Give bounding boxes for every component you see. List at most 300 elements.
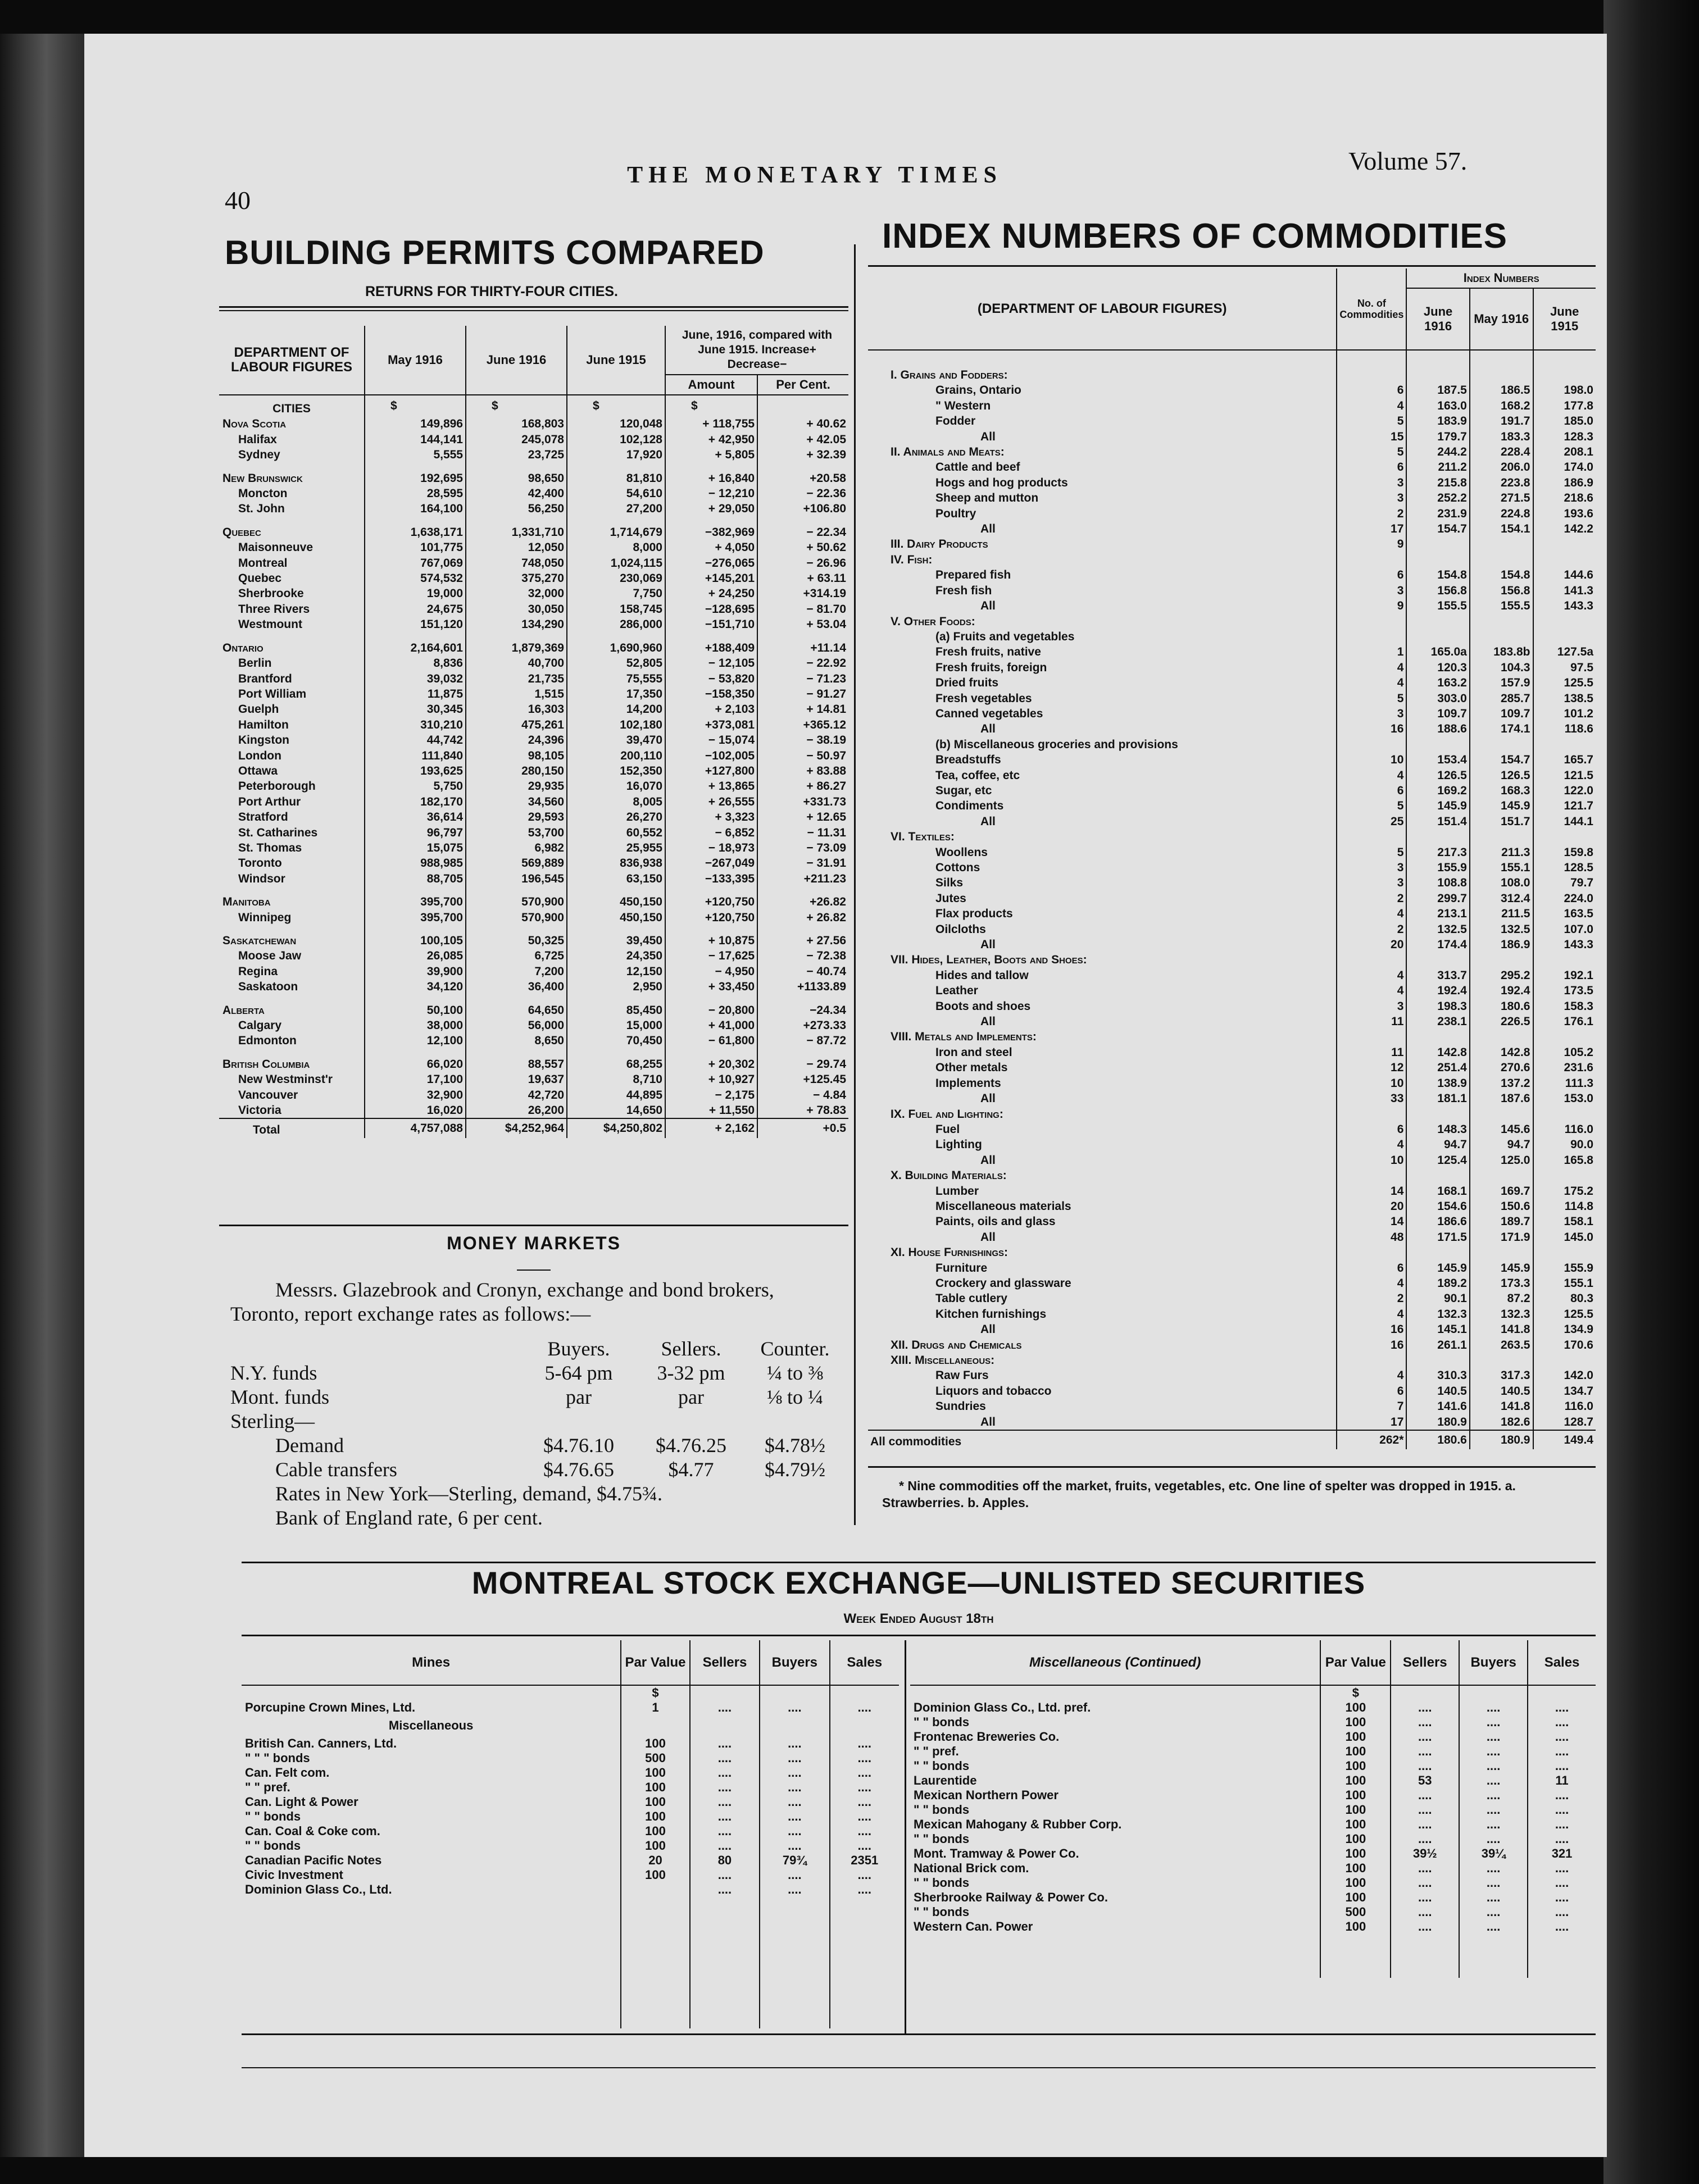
table-row xyxy=(868,1291,1596,1306)
cell-count xyxy=(1337,367,1406,383)
cell-june15: 116.0 xyxy=(1533,1122,1596,1137)
cell-june16: 30,050 xyxy=(466,602,567,617)
cell-count: 11 xyxy=(1337,1014,1406,1029)
cell-june16: 188.6 xyxy=(1406,721,1469,736)
all-commodities-june16: 180.6 xyxy=(1406,1430,1469,1449)
cell-sales: .... xyxy=(830,1736,899,1751)
cell-amount: + 10,875 xyxy=(665,933,757,948)
cell-sellers: .... xyxy=(1391,1700,1459,1715)
cell-june16: 153.4 xyxy=(1406,752,1469,767)
table-row xyxy=(219,656,848,671)
filler-row xyxy=(242,1955,899,1970)
cell-june15: 1,024,115 xyxy=(567,556,665,571)
cell-may16 xyxy=(1470,1168,1533,1183)
rate-sellers: 3-32 pm xyxy=(657,1362,725,1384)
col-sellers: Sellers. xyxy=(661,1337,721,1360)
table-row xyxy=(868,1122,1596,1137)
filler-cell xyxy=(760,1999,829,2014)
cell-may: 574,532 xyxy=(365,571,466,586)
col-par: Par Value xyxy=(621,1640,689,1685)
rule xyxy=(868,265,1596,267)
cell-sales: .... xyxy=(830,1839,899,1853)
commodity-label: Fresh fish xyxy=(935,584,992,597)
spacer-cell xyxy=(466,463,567,471)
commodity-label: All xyxy=(980,1415,996,1428)
cell-june16: 244.2 xyxy=(1406,444,1469,459)
cell-sales: .... xyxy=(1528,1803,1596,1817)
cell-may16: 317.3 xyxy=(1470,1368,1533,1383)
filler-cell xyxy=(621,1985,689,1999)
cell-percent: +365.12 xyxy=(757,717,848,732)
commodity-label: Kitchen furnishings xyxy=(935,1307,1047,1321)
city-name: Port William xyxy=(238,687,307,700)
cell-par: 100 xyxy=(621,1766,689,1780)
spacer-cell xyxy=(665,886,757,894)
cell-buyers: .... xyxy=(1459,1744,1528,1759)
spacer-cell xyxy=(466,517,567,525)
money-markets-title: MONEY MARKETS xyxy=(447,1233,621,1253)
cell-june15 xyxy=(1533,552,1596,567)
city-name: Nova Scotia xyxy=(222,417,287,431)
cell-par: 100 xyxy=(621,1868,689,1882)
cell-may16: 141.8 xyxy=(1470,1322,1533,1337)
cell-june16: 145.9 xyxy=(1406,798,1469,813)
cell-june15: 75,555 xyxy=(567,671,665,686)
cell-june15: 70,450 xyxy=(567,1033,665,1048)
cell-amount: −267,049 xyxy=(665,856,757,871)
cell-may16: 168.2 xyxy=(1470,398,1533,413)
cell-june15: 116.0 xyxy=(1533,1399,1596,1414)
cell-may16 xyxy=(1470,1029,1533,1044)
cell-amount: + 4,050 xyxy=(665,540,757,555)
table-row xyxy=(868,1261,1596,1276)
cell-june15: 836,938 xyxy=(567,856,665,871)
cell-buyers: .... xyxy=(760,1839,829,1853)
spacer-cell xyxy=(365,463,466,471)
city-name: Ottawa xyxy=(238,764,278,777)
commodity-label: X. Building Materials: xyxy=(891,1169,1007,1182)
table-row xyxy=(242,1751,899,1766)
table-row xyxy=(219,794,848,809)
filler-cell xyxy=(690,1999,760,2014)
cell-may16 xyxy=(1470,829,1533,844)
table-row xyxy=(219,471,848,486)
cell-june16 xyxy=(1406,737,1469,752)
city-name: Three Rivers xyxy=(238,602,310,616)
col-june16: June 1916 xyxy=(466,326,567,395)
cell-june16: 174.4 xyxy=(1406,937,1469,952)
cell-june16: 19,637 xyxy=(466,1072,567,1087)
cell-may16: 155.1 xyxy=(1470,860,1533,875)
cell-may: 88,705 xyxy=(365,871,466,886)
cell-par: 100 xyxy=(1320,1730,1391,1744)
cell-june15: 145.0 xyxy=(1533,1230,1596,1245)
cell-count xyxy=(1337,1107,1406,1122)
commodity-label: Cottons xyxy=(935,861,980,874)
table-row xyxy=(868,383,1596,398)
spacer-cell xyxy=(757,995,848,1003)
city-name: Montreal xyxy=(238,556,288,570)
cell-june16: 217.3 xyxy=(1406,845,1469,860)
cell-percent: +211.23 xyxy=(757,871,848,886)
filler-cell xyxy=(690,1897,760,1912)
volume-label: Volume 57. xyxy=(1348,147,1468,175)
cell-sellers: 39½ xyxy=(1391,1846,1459,1861)
commodity-label: Implements xyxy=(935,1076,1001,1090)
cell-sales: .... xyxy=(1528,1832,1596,1846)
cell-count: 3 xyxy=(1337,860,1406,875)
table-row xyxy=(910,1832,1596,1846)
cell-percent: + 50.62 xyxy=(757,540,848,555)
cell-june15: 230,069 xyxy=(567,571,665,586)
city-name: Vancouver xyxy=(238,1088,298,1102)
table-row xyxy=(219,933,848,948)
cell-may16 xyxy=(1470,1107,1533,1122)
group-row xyxy=(868,444,1596,459)
table-row xyxy=(219,416,848,431)
cell-may: 144,141 xyxy=(365,432,466,447)
security-name: " " bonds xyxy=(245,1839,301,1853)
cell-sellers: .... xyxy=(1391,1832,1459,1846)
filler-cell xyxy=(621,1912,689,1926)
col-sellers: Sellers xyxy=(690,1640,760,1685)
cell-june16: 32,000 xyxy=(466,586,567,601)
table-row xyxy=(219,486,848,501)
cell-count: 3 xyxy=(1337,875,1406,890)
cell-june16: 138.9 xyxy=(1406,1076,1469,1091)
col-sales: Sales xyxy=(830,1640,899,1685)
cell-count: 5 xyxy=(1337,845,1406,860)
cell-june16: 1,331,710 xyxy=(466,525,567,540)
cell-sales: .... xyxy=(830,1780,899,1795)
cell-june15 xyxy=(1533,1245,1596,1260)
cell-sales: 11 xyxy=(1528,1773,1596,1788)
commodity-label: I. Grains and Fodders: xyxy=(891,368,1008,381)
cell-percent: + 12.65 xyxy=(757,809,848,825)
total-percent: +0.5 xyxy=(757,1118,848,1138)
filler-cell xyxy=(242,1926,621,1941)
cell-may16: 211.3 xyxy=(1470,845,1533,860)
filler-row xyxy=(910,1963,1596,1978)
cell-count: 48 xyxy=(1337,1230,1406,1245)
commodity-label: Lumber xyxy=(935,1184,979,1198)
cell-may16: 157.9 xyxy=(1470,675,1533,690)
cell-may16: 180.6 xyxy=(1470,999,1533,1014)
cell-buyers: .... xyxy=(1459,1715,1528,1730)
cell-percent: − 22.36 xyxy=(757,486,848,501)
commodity-label: II. Animals and Meats: xyxy=(891,445,1005,459)
cell-may16: 109.7 xyxy=(1470,706,1533,721)
cell-count xyxy=(1337,629,1406,644)
cell-june15 xyxy=(1533,737,1596,752)
cell-buyers: .... xyxy=(1459,1861,1528,1876)
table-row xyxy=(219,1103,848,1118)
stock-exchange-subtitle: Week Ended August 18th xyxy=(843,1611,994,1626)
cell-june16: 145.1 xyxy=(1406,1322,1469,1337)
cell-sellers: .... xyxy=(690,1868,760,1882)
cell-count: 5 xyxy=(1337,413,1406,429)
city-name: Manitoba xyxy=(222,895,271,909)
cell-count xyxy=(1337,552,1406,567)
filler-row xyxy=(242,1897,899,1912)
table-row xyxy=(242,1839,899,1853)
cell-count: 10 xyxy=(1337,1076,1406,1091)
table-row xyxy=(219,779,848,794)
table-row xyxy=(868,1153,1596,1168)
cell-percent: +314.19 xyxy=(757,586,848,601)
filler-cell xyxy=(242,1897,621,1912)
cell-amount: + 10,927 xyxy=(665,1072,757,1087)
table-row xyxy=(219,825,848,840)
commodity-label: Raw Furs xyxy=(935,1369,989,1382)
cell-june15: 134.7 xyxy=(1533,1384,1596,1399)
col-buyers: Buyers xyxy=(760,1640,829,1685)
table-row xyxy=(219,556,848,571)
table-row xyxy=(868,845,1596,860)
cell-june15 xyxy=(1533,614,1596,629)
cell-june15: 12,150 xyxy=(567,964,665,979)
col-counter: Counter. xyxy=(760,1337,830,1360)
filler-cell xyxy=(621,1926,689,1941)
cell-buyers: .... xyxy=(1459,1730,1528,1744)
table-row xyxy=(219,1057,848,1072)
cell-june15: 80.3 xyxy=(1533,1291,1596,1306)
cell-amount: + 11,550 xyxy=(665,1103,757,1118)
spacer-cell xyxy=(665,633,757,640)
table-row xyxy=(910,1876,1596,1890)
cell-count: 4 xyxy=(1337,906,1406,921)
cell-may: 16,020 xyxy=(365,1103,466,1118)
cell-may: 767,069 xyxy=(365,556,466,571)
cell-may16: 132.3 xyxy=(1470,1307,1533,1322)
filler-cell xyxy=(760,1941,829,1955)
spacer-cell xyxy=(219,463,365,471)
rate-label: Mont. funds xyxy=(230,1386,330,1408)
spacer-cell xyxy=(757,633,848,640)
cell-may: 38,000 xyxy=(365,1018,466,1033)
cell-june15: 200,110 xyxy=(567,748,665,763)
cell-may: 988,985 xyxy=(365,856,466,871)
cell-may16: 183.8b xyxy=(1470,644,1533,659)
table-row xyxy=(219,979,848,994)
cell-buyers: .... xyxy=(760,1736,829,1751)
commodity-label: Boots and shoes xyxy=(935,999,1031,1013)
rate-row xyxy=(230,1458,843,1482)
city-name: Quebec xyxy=(222,525,261,539)
cell-sellers xyxy=(690,1685,760,1700)
city-name: Edmonton xyxy=(238,1034,297,1048)
cell-sales: .... xyxy=(1528,1817,1596,1832)
cell-may16: 270.6 xyxy=(1470,1060,1533,1075)
commodity-label: Flax products xyxy=(935,907,1013,921)
cell-june15: 63,150 xyxy=(567,871,665,886)
cell-june15: 120,048 xyxy=(567,416,665,431)
cell-may16 xyxy=(1470,952,1533,967)
cell-may: 2,164,601 xyxy=(365,640,466,656)
filler-cell xyxy=(1391,1949,1459,1963)
cell-count: 7 xyxy=(1337,1399,1406,1414)
rate-sellers: $4.77 xyxy=(668,1458,714,1481)
table-row xyxy=(868,706,1596,721)
cell-june16 xyxy=(1406,1245,1469,1260)
cell-par: 100 xyxy=(1320,1919,1391,1934)
filler-cell xyxy=(760,1912,829,1926)
cell-amount: −133,395 xyxy=(665,871,757,886)
cell-june15: 173.5 xyxy=(1533,983,1596,998)
cell-count: 6 xyxy=(1337,459,1406,475)
cell-june15: 158.3 xyxy=(1533,999,1596,1014)
cell-percent: − 72.38 xyxy=(757,948,848,963)
cell-buyers: .... xyxy=(760,1868,829,1882)
cell-buyers: .... xyxy=(1459,1817,1528,1832)
cell-june15: 450,150 xyxy=(567,894,665,909)
city-name: Maisonneuve xyxy=(238,541,314,554)
cell-june15: 193.6 xyxy=(1533,506,1596,521)
cell-may16: 145.9 xyxy=(1470,1261,1533,1276)
filler-cell xyxy=(830,1985,899,1999)
cell-june15: 1,714,679 xyxy=(567,525,665,540)
cell-may16 xyxy=(1470,552,1533,567)
cell-june16: 245,078 xyxy=(466,432,567,447)
cell-june16: 181.1 xyxy=(1406,1091,1469,1106)
table-row xyxy=(868,567,1596,583)
cell-percent: +26.82 xyxy=(757,894,848,909)
cell-count: 25 xyxy=(1337,814,1406,829)
cell-count: 4 xyxy=(1337,768,1406,783)
cell-june16: 98,650 xyxy=(466,471,567,486)
table-row xyxy=(219,809,848,825)
cell-amount: + 41,000 xyxy=(665,1018,757,1033)
table-row xyxy=(868,629,1596,644)
filler-cell xyxy=(830,1941,899,1955)
cell-count: 6 xyxy=(1337,383,1406,398)
security-name: " " pref. xyxy=(914,1744,959,1758)
cell-buyers: .... xyxy=(760,1751,829,1766)
spacer-row xyxy=(219,463,848,471)
rate-row xyxy=(230,1361,843,1385)
cell-par: 100 xyxy=(621,1839,689,1853)
cell-sales: .... xyxy=(830,1766,899,1780)
filler-cell xyxy=(760,1970,829,1985)
cell-may16: 156.8 xyxy=(1470,583,1533,598)
cell-sales: .... xyxy=(830,1795,899,1809)
cell-sellers: .... xyxy=(1391,1919,1459,1934)
cell-june15: 60,552 xyxy=(567,825,665,840)
scan-edge-left xyxy=(0,34,84,2157)
cell-percent: + 27.56 xyxy=(757,933,848,948)
filler-cell xyxy=(830,1897,899,1912)
table-row xyxy=(868,1091,1596,1106)
filler-cell xyxy=(1320,1963,1391,1978)
all-commodities-n: 262* xyxy=(1337,1430,1406,1449)
cell-june16: 8,650 xyxy=(466,1033,567,1048)
cell-june16: 252.2 xyxy=(1406,490,1469,506)
col-june15: June 1915 xyxy=(567,326,665,395)
building-permits-table xyxy=(219,326,848,1138)
commodity-label: Canned vegetables xyxy=(935,707,1043,720)
cell-amount: −158,350 xyxy=(665,686,757,702)
group-row xyxy=(868,1168,1596,1183)
cell-count: 14 xyxy=(1337,1184,1406,1199)
cell-may16: 154.8 xyxy=(1470,567,1533,583)
rate-counter: ¼ to ⅜ xyxy=(766,1362,823,1384)
cell-count: 9 xyxy=(1337,598,1406,613)
cell-june16 xyxy=(1406,367,1469,383)
filler-cell xyxy=(910,1963,1320,1978)
cell-june16: 198.3 xyxy=(1406,999,1469,1014)
table-row xyxy=(868,968,1596,983)
commodity-label: Fresh vegetables xyxy=(935,691,1032,705)
cell-june16: 280,150 xyxy=(466,763,567,779)
city-name: Kingston xyxy=(238,734,289,747)
city-name: Ontario xyxy=(222,641,264,654)
cell-par: 100 xyxy=(1320,1715,1391,1730)
city-name: Port Arthur xyxy=(238,795,301,808)
cell-count: 10 xyxy=(1337,752,1406,767)
cell-buyers: .... xyxy=(760,1766,829,1780)
cell-june15: 198.0 xyxy=(1533,383,1596,398)
cell-may16: 154.1 xyxy=(1470,521,1533,536)
spacer-cell xyxy=(466,925,567,933)
cell-sales: .... xyxy=(1528,1744,1596,1759)
cell-count xyxy=(1337,829,1406,844)
dollar-sign: $ xyxy=(567,395,665,416)
cell-count: 4 xyxy=(1337,1307,1406,1322)
cell-june15 xyxy=(1533,952,1596,967)
spacer-cell xyxy=(757,925,848,933)
cell-count: 2 xyxy=(1337,506,1406,521)
city-name: Brantford xyxy=(238,672,292,685)
col-may16: May 1916 xyxy=(1470,288,1533,350)
filler-cell xyxy=(830,2014,899,2028)
spacer-cell xyxy=(567,995,665,1003)
table-row xyxy=(868,475,1596,490)
cell-june15 xyxy=(1533,367,1596,383)
security-name: " " bonds xyxy=(914,1876,970,1890)
cell-sales: .... xyxy=(830,1824,899,1839)
cell-june15: 224.0 xyxy=(1533,891,1596,906)
cell-june15: 15,000 xyxy=(567,1018,665,1033)
commodity-label: XIII. Miscellaneous: xyxy=(891,1354,995,1367)
stock-table-left xyxy=(242,1640,899,2028)
spacer-cell xyxy=(219,517,365,525)
filler-cell xyxy=(1459,1934,1528,1949)
rate-counter: $4.78½ xyxy=(765,1434,825,1457)
city-name: St. John xyxy=(238,502,285,516)
cell-june15: 159.8 xyxy=(1533,845,1596,860)
commodity-label: Cattle and beef xyxy=(935,461,1020,474)
spacer-row xyxy=(219,925,848,933)
table-row xyxy=(868,691,1596,706)
cell-count: 20 xyxy=(1337,1199,1406,1214)
cell-count xyxy=(1337,1245,1406,1260)
table-row xyxy=(868,1199,1596,1214)
cell-june16: 24,396 xyxy=(466,732,567,748)
cell-par: 100 xyxy=(1320,1759,1391,1773)
filler-cell xyxy=(1528,1949,1596,1963)
cell-may: 12,100 xyxy=(365,1033,466,1048)
cell-may16: 94.7 xyxy=(1470,1137,1533,1152)
cell-sales: .... xyxy=(830,1751,899,1766)
ny-rates: Rates in New York—Sterling, demand, $4.75¾. xyxy=(275,1482,662,1505)
cell-june16: 36,400 xyxy=(466,979,567,994)
cell-buyers xyxy=(1459,1685,1528,1700)
cell-buyers: .... xyxy=(1459,1905,1528,1919)
filler-cell xyxy=(830,1926,899,1941)
cell-june15: 8,005 xyxy=(567,794,665,809)
commodity-label: All xyxy=(980,430,996,443)
exchange-rates xyxy=(230,1337,843,1530)
